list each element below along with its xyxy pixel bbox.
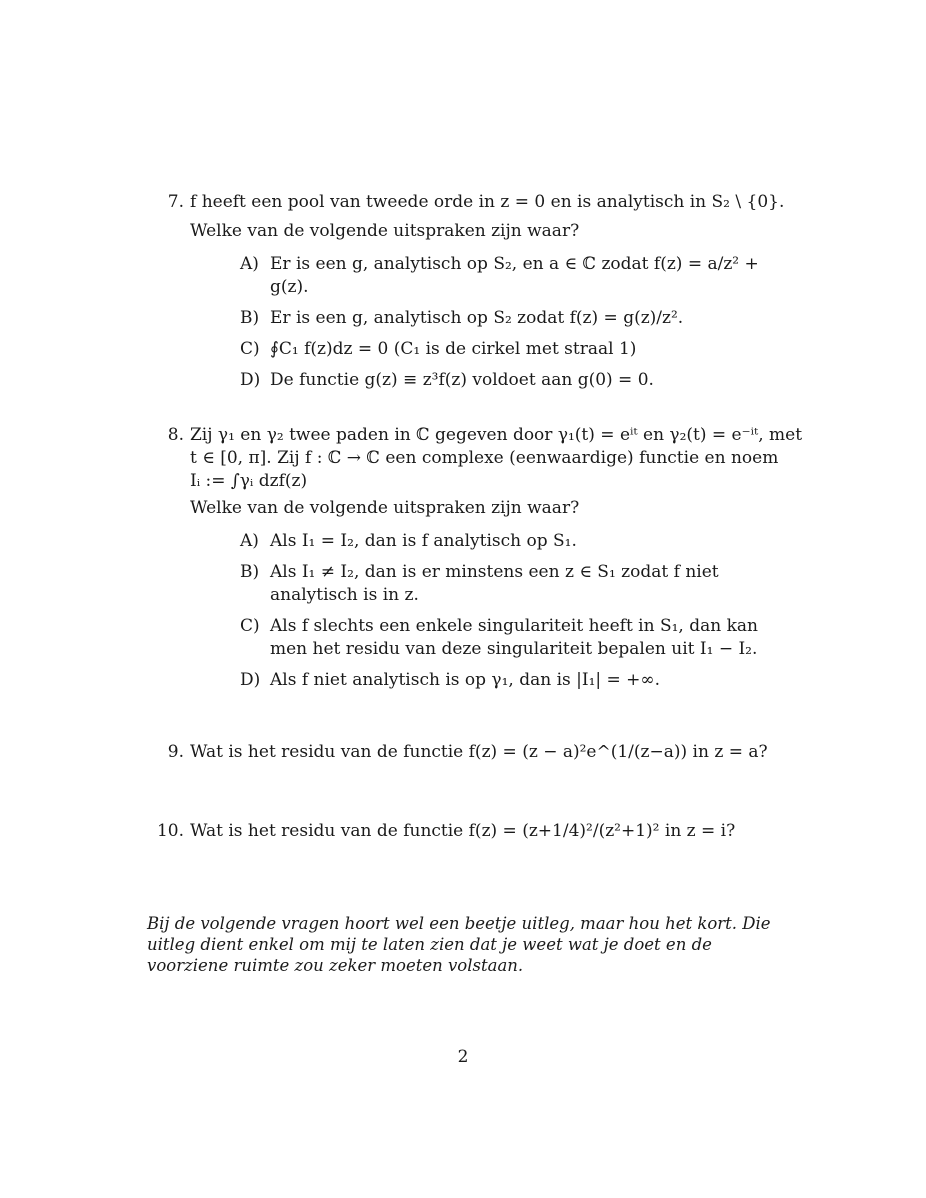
question-line: Iᵢ := ∫γᵢ dzf(z) <box>190 471 308 491</box>
option-text: Als I₁ = I₂, dan is f analytisch op S₁. <box>270 531 577 551</box>
option-text: Er is een g, analytisch op S₂ zodat f(z) = g(z)/z². <box>270 308 684 328</box>
question-body <box>190 191 790 392</box>
question-line: Welke van de volgende uitspraken zijn waar? <box>190 498 580 518</box>
question-9 <box>150 741 790 764</box>
page-number: 2 <box>457 1047 469 1067</box>
option-list <box>240 253 790 392</box>
option-label: D) <box>240 670 261 690</box>
option-label: B) <box>240 308 260 328</box>
question-body <box>190 820 790 843</box>
question-line: Zij γ₁ en γ₂ twee paden in ℂ gegeven door γ₁(t) = eⁱᵗ en γ₂(t) = e⁻ⁱᵗ, met <box>190 425 803 445</box>
question-10 <box>150 820 790 843</box>
option-b <box>240 561 790 607</box>
question-7 <box>150 191 790 400</box>
option-label: A) <box>240 254 259 274</box>
option-text: ∮C₁ f(z)dz = 0 (C₁ is de cirkel met straal 1) <box>270 339 637 359</box>
option-d <box>240 669 790 692</box>
option-d <box>240 369 790 392</box>
option-text: Er is een g, analytisch op S₂, en a ∈ ℂ zodat f(z) = a/z² + g(z). <box>270 254 759 297</box>
option-a <box>240 530 790 553</box>
option-label: C) <box>240 616 260 636</box>
instructions-note: Bij de volgende vragen hoort wel een beetje uitleg, maar hou het kort. Die uitleg dient enkel om mij te laten zien dat je weet wat je doet en de voorziene ruimte zou zeker moeten volstaan. <box>147 914 771 975</box>
question-text: Wat is het residu van de functie f(z) = (z+1/4)²/(z²+1)² in z = i? <box>190 821 736 841</box>
question-line: Welke van de volgende uitspraken zijn waar? <box>190 221 580 241</box>
option-text: Als f niet analytisch is op γ₁, dan is |I₁| = +∞. <box>270 670 660 690</box>
option-label: D) <box>240 370 261 390</box>
question-number: 10. <box>156 821 184 841</box>
option-a <box>240 253 790 299</box>
question-text: Wat is het residu van de functie f(z) = (z − a)²e^(1/(z−a)) in z = a? <box>190 742 768 762</box>
question-number: 8. <box>167 425 184 445</box>
option-text: De functie g(z) ≡ z³f(z) voldoet aan g(0) = 0. <box>270 370 654 390</box>
option-text: Als I₁ ≠ I₂, dan is er minstens een z ∈ S₁ zodat f niet analytisch is in z. <box>270 562 719 605</box>
question-line: t ∈ [0, π]. Zij f : ℂ → ℂ een complexe (eenwaardige) functie en noem <box>190 448 779 468</box>
question-body <box>190 424 803 692</box>
option-label: B) <box>240 562 260 582</box>
option-c <box>240 338 790 361</box>
option-label: A) <box>240 531 259 551</box>
question-number: 9. <box>167 742 184 762</box>
question-body <box>190 741 790 764</box>
option-list <box>240 530 790 692</box>
question-number: 7. <box>167 192 184 212</box>
option-b <box>240 307 790 330</box>
question-line: f heeft een pool van tweede orde in z = 0 en is analytisch in S₂ \ {0}. <box>190 192 785 212</box>
option-label: C) <box>240 339 260 359</box>
option-c <box>240 615 790 661</box>
question-8 <box>150 424 803 700</box>
option-text: Als f slechts een enkele singulariteit heeft in S₁, dan kan men het residu van deze singulariteit bepalen uit I₁ − I₂. <box>270 616 758 659</box>
